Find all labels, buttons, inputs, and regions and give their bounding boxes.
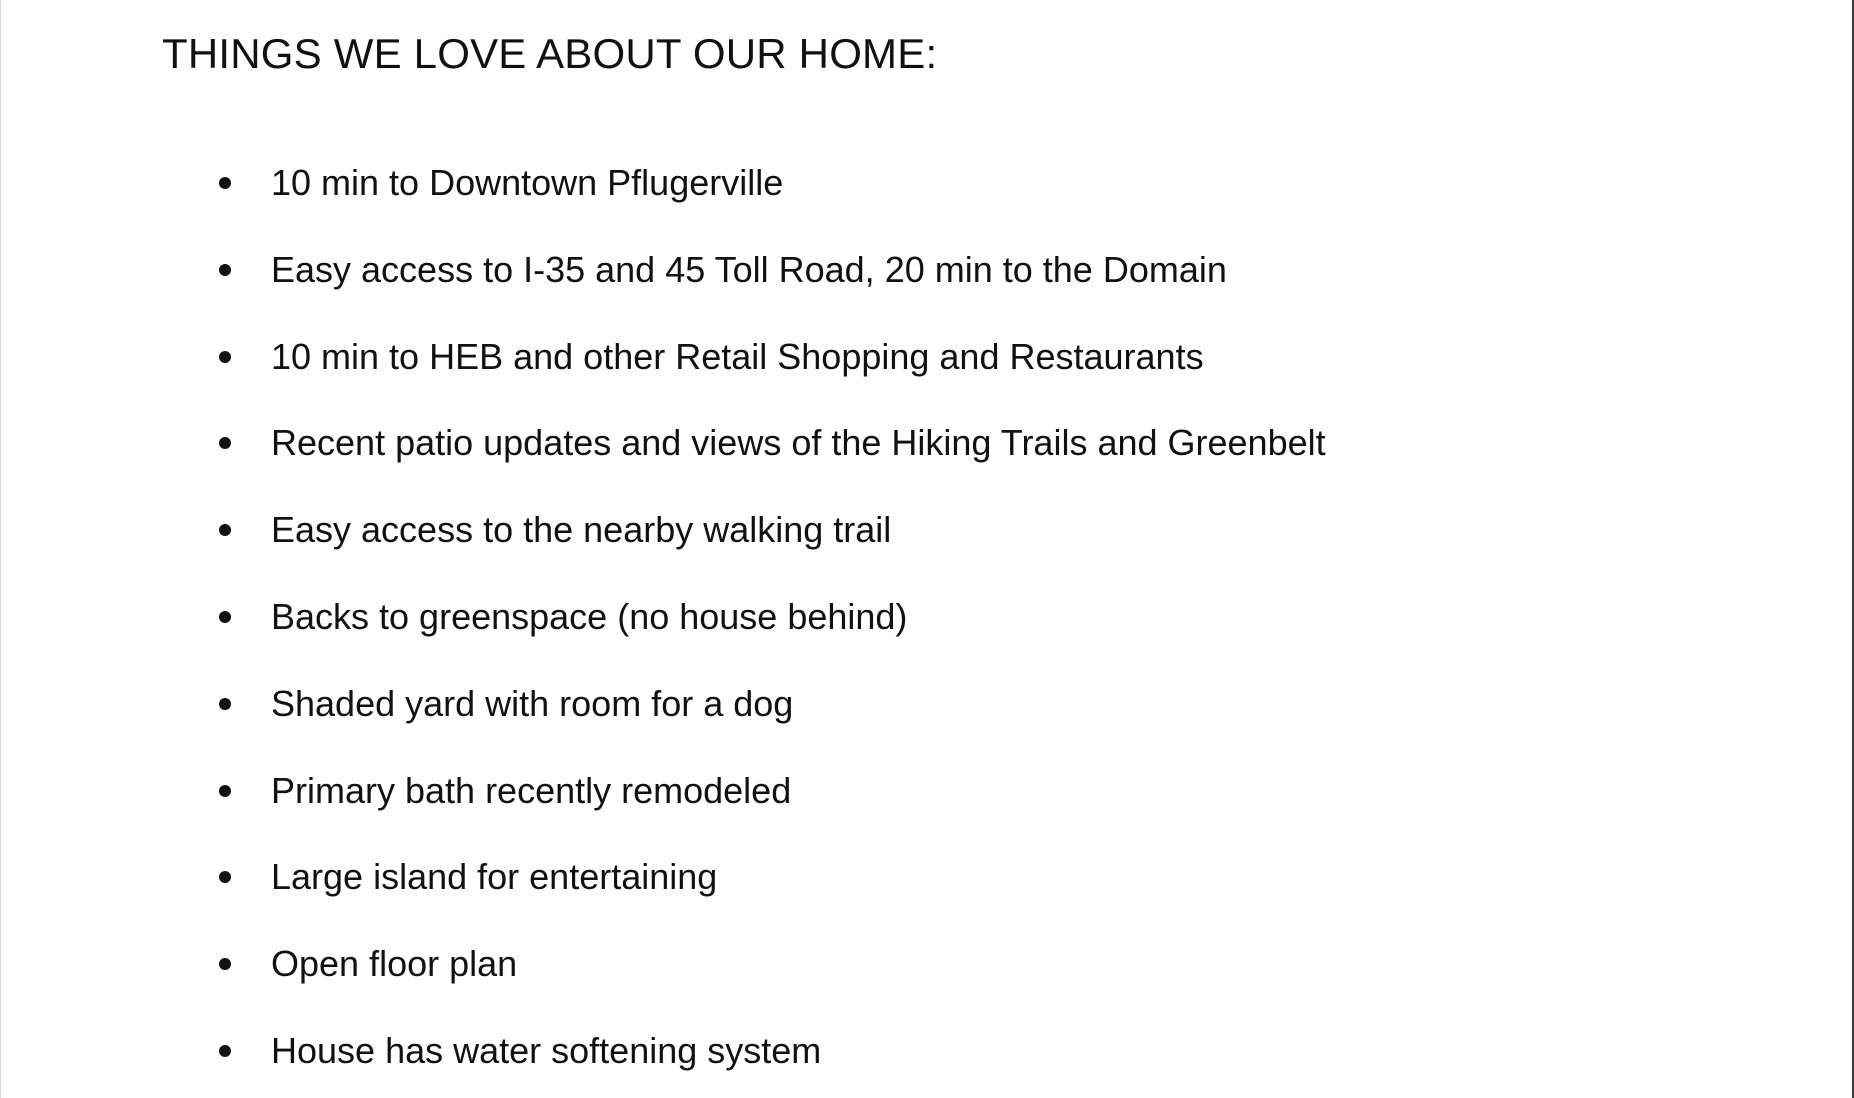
bullet-icon xyxy=(219,785,231,797)
bullet-icon xyxy=(219,524,231,536)
list-item-text: Shaded yard with room for a dog xyxy=(271,682,794,724)
bullet-icon xyxy=(219,177,231,189)
list-item-text: Open floor plan xyxy=(271,943,518,985)
bullet-icon xyxy=(219,351,231,363)
bullet-icon xyxy=(219,698,231,710)
list-item-text: Easy access to I-35 and 45 Toll Road, 20 min to the Domain xyxy=(271,248,1227,290)
bullet-icon xyxy=(219,1045,231,1057)
bullet-icon xyxy=(219,611,231,623)
list-item-text: Primary bath recently remodeled xyxy=(271,769,792,811)
list-item-text: Easy access to the nearby walking trail xyxy=(271,509,892,551)
list-item-text: Backs to greenspace (no house behind) xyxy=(271,595,908,637)
list-item-text: Large island for entertaining xyxy=(271,856,718,898)
list-item-text: House has water softening system xyxy=(271,1029,822,1071)
bullet-icon xyxy=(219,958,231,970)
bullet-icon xyxy=(219,264,231,276)
page-title: THINGS WE LOVE ABOUT OUR HOME: xyxy=(162,30,938,77)
list-item-text: 10 min to Downtown Pflugerville xyxy=(271,162,784,203)
list-item-text: Recent patio updates and views of the Hiking Trails and Greenbelt xyxy=(271,422,1326,464)
bullet-icon xyxy=(219,437,231,449)
bullet-icon xyxy=(219,871,231,883)
list-item-text: 10 min to HEB and other Retail Shopping and Restaurants xyxy=(271,335,1204,377)
